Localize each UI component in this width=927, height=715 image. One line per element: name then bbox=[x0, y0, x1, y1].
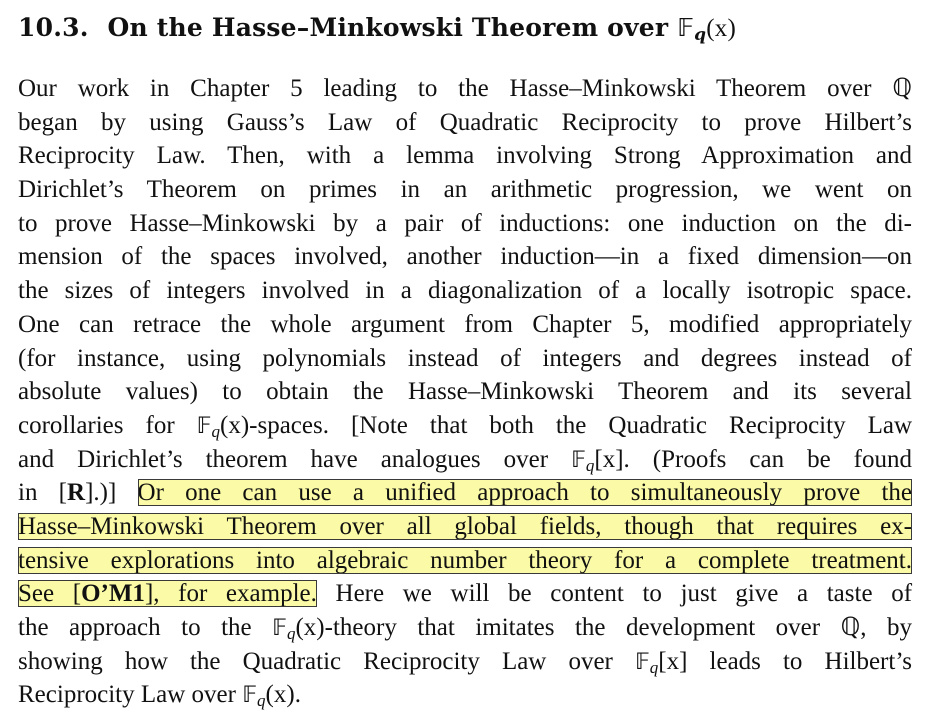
text-line: corollaries for 𝔽$_q$(x)-spaces. [Note that both the Quadratic Reciprocity Law bbox=[18, 411, 913, 441]
section-title: On the Hasse–Minkowski Theorem over bbox=[107, 13, 669, 42]
field-symbol: 𝔽 bbox=[196, 413, 212, 439]
text-line: and Dirichlet’s theorem have analogues over 𝔽$_q$[x]. (Proofs can be found bbox=[18, 445, 912, 475]
text-line: to prove Hasse–Minkowski by a pair of inductions: one induction on the di- bbox=[18, 209, 912, 237]
text-line: began by using Gauss’s Law of Quadratic Reciprocity to prove Hilbert’s bbox=[18, 108, 912, 136]
field-variable: (x) bbox=[706, 15, 737, 42]
text-line: in [R].)] Or one can use a unified approach to simultaneously prove the bbox=[18, 479, 912, 507]
field-symbol: 𝔽 bbox=[634, 649, 650, 675]
highlighted-text: See [O’M1], for example. bbox=[18, 580, 317, 608]
text-line: the sizes of integers involved in a diagonalization of a locally isotropic space. bbox=[18, 277, 912, 305]
paragraph bbox=[18, 72, 912, 712]
field-symbol: 𝔽 bbox=[242, 683, 258, 709]
text-line: Reciprocity Law over 𝔽$_q$(x). bbox=[18, 681, 301, 711]
text-line: One can retrace the whole argument from Chapter 5, modified appropriately bbox=[18, 310, 912, 338]
text-line: (for instance, using polynomials instead of integers and degrees instead of bbox=[18, 344, 912, 372]
text-line: Dirichlet’s Theorem on primes in an arithmetic progression, we went on bbox=[18, 176, 912, 204]
section-heading bbox=[18, 10, 912, 46]
text-line: mension of the spaces involved, another induction—in a fixed dimension—on bbox=[18, 243, 912, 271]
text-line bbox=[18, 544, 912, 578]
field-symbol: 𝔽 bbox=[272, 616, 287, 641]
text-line: Our work in Chapter 5 leading to the Hasse–Minkowski Theorem over ℚ bbox=[18, 75, 912, 102]
page bbox=[18, 10, 913, 711]
citation-ref: R bbox=[67, 479, 86, 507]
text-line: See [O’M1], for example. Here we will be content to just give a taste of bbox=[18, 580, 913, 608]
text-line: the approach to the 𝔽$_q$(x)-theory that imitates the development over ℚ, by bbox=[18, 614, 912, 643]
highlighted-text: tensive explorations into algebraic number theory for a complete treatment. bbox=[18, 546, 912, 574]
field-symbol: 𝔽 bbox=[571, 447, 586, 473]
field-symbol: 𝔽 bbox=[677, 13, 695, 42]
text-line: showing how the Quadratic Reciprocity Law over 𝔽$_q$[x] leads to Hilbert’s bbox=[18, 647, 913, 677]
highlighted-text: Hasse–Minkowski Theorem over all global fields, though that requires ex- bbox=[18, 512, 912, 540]
text-line bbox=[18, 510, 912, 544]
section-number: 10.3. bbox=[18, 13, 89, 42]
highlighted-text: Or one can use a unified approach to simultaneously prove the bbox=[137, 479, 912, 507]
citation-ref: O’M1 bbox=[81, 580, 145, 608]
field-subscript: q bbox=[694, 25, 707, 45]
text-line: absolute values) to obtain the Hasse–Minkowski Theorem and its several bbox=[18, 378, 912, 406]
text-line: Reciprocity Law. Then, with a lemma involving Strong Approximation and bbox=[18, 142, 912, 170]
